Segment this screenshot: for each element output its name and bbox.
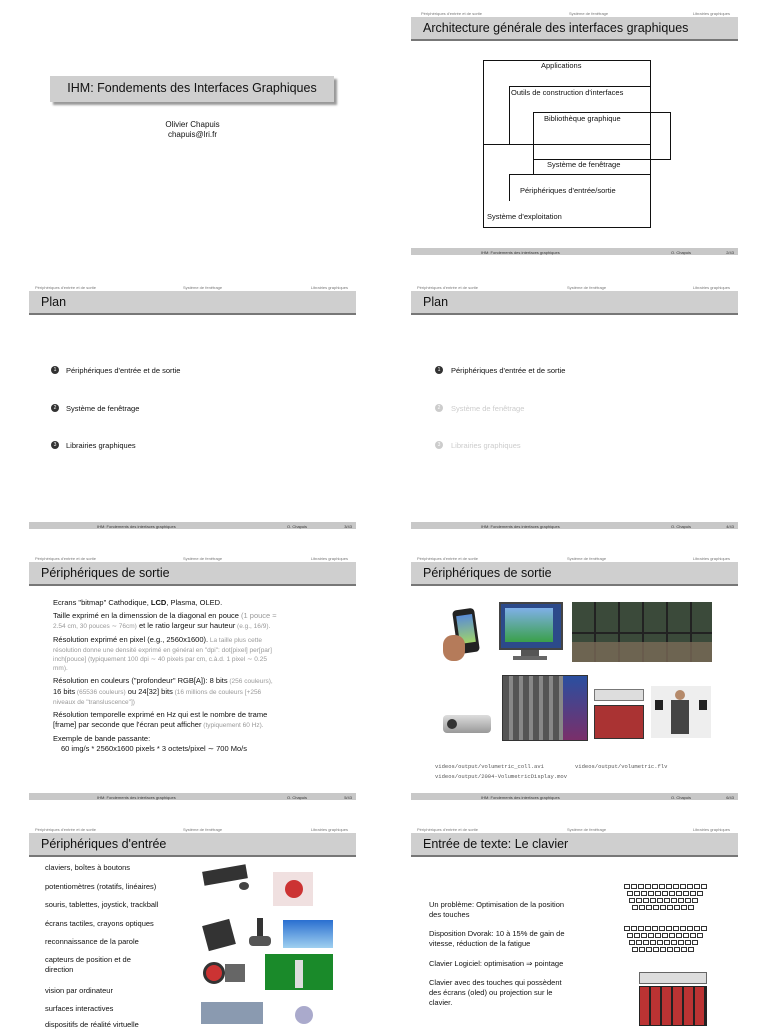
layer-label: Bibliothèque graphique [544,114,621,123]
joystick-photo [247,918,273,948]
slide-footer: IHM: Fondements des interfaces graphiques O. Chapuis 6/43 [411,793,738,800]
video-link[interactable]: videos/output/2004-VolumetricDisplay.mov [435,773,568,780]
numbered-bullet: 3 [51,441,59,449]
monitor-photo [499,602,561,662]
tablet-photo [202,919,236,951]
input-device-item: capteurs de position et de [45,955,131,964]
paragraph: Exemple de bande passante: [53,734,151,743]
video-wall-photo [572,602,712,662]
slide-title: Périphériques d'entrée [41,837,167,851]
lecture-title: IHM: Fondements des Interfaces Graphiques [67,81,317,95]
slide-header: Périphériques d'entrée et de sortie Système de fenêtrage Librairies graphiques [421,11,730,16]
layer-label: Applications [541,61,582,70]
input-device-item: dispositifs de réalité virtuelle [45,1020,139,1029]
title-box [50,76,334,102]
keyboard-text-line: Un problème: Optimisation de la position [429,900,565,909]
numbered-bullet: 2 [51,404,59,412]
qwerty-layout-diagram [623,884,715,911]
slide-7-input-devices [29,826,356,1029]
slide-title-bar [29,833,356,857]
camera-photo [201,956,247,992]
layer-label: Système d'exploitation [487,212,562,221]
paragraph: mm). [53,665,68,672]
paragraph: Résolution exprimé en pixel (e.g., 2560x1600). La taille plus cette [53,635,262,644]
slide-footer: IHM: Fondements des interfaces graphiques O. Chapuis 5/43 [29,793,356,800]
interactive-surface-photo [201,1002,263,1024]
green-screen-photo [265,954,333,990]
layer-label: Périphériques d'entrée/sortie [520,186,616,195]
volumetric-display-photo [502,675,588,741]
slide-footer: IHM: Fondements des interfaces graphiques O. Chapuis 3/43 [29,522,356,529]
slide-title-bar [29,291,356,315]
slide-8-keyboard [411,826,738,1024]
paragraph: Taille exprimé en la dimenssion de la diagonal en pouce (1 pouce ≈ [53,611,277,620]
author-name: Olivier Chapuis [165,120,220,129]
slide-3-plan [29,284,356,529]
plan-item: Système de fenêtrage [66,404,140,413]
keyboard-text-line: Disposition Dvorak: 10 à 15% de gain de [429,929,565,938]
dvorak-layout-diagram [623,926,715,953]
slide-header: Périphériques d'entrée et de sortie Système de fenêtrage Librairies graphiques [35,827,348,832]
slide-5-output-devices [29,555,356,800]
input-device-item: potentiomètres (rotatifs, linéaires) [45,882,157,891]
oled-keyboard-photo [594,689,644,739]
paragraph: Résolution en couleurs ("profondeur" RGB[A]): 8 bits (256 couleurs), [53,676,273,685]
slide-header: Périphériques d'entrée et de sortie Système de fenêtrage Librairies graphiques [417,827,730,832]
slide-title: Périphériques de sortie [423,566,552,580]
author-email: chapuis@lri.fr [167,130,218,139]
slide-title: Plan [423,295,449,309]
input-device-item: reconnaissance de la parole [45,937,139,946]
slide-title: Entrée de texte: Le clavier [423,837,569,851]
smartphone-photo [441,605,485,663]
paragraph: 16 bits (65536 couleurs) ou 24[32] bits (16 millions de couleurs [+256 [53,687,262,696]
paragraph: 60 img/s * 2560x1600 pixels * 3 octets/pixel ∼ 700 Mo/s [61,744,247,753]
vr-device-photo [279,1002,329,1024]
video-link[interactable]: videos/output/volumetric.flv [575,763,668,770]
plan-item: Périphériques d'entrée et de sortie [451,366,566,375]
input-device-item: souris, tablettes, joystick, trackball [45,900,159,909]
slide-footer: IHM: Fondements des interfaces graphiques O. Chapuis 2/43 [411,248,738,255]
layer-label: Système de fenêtrage [547,160,621,169]
input-device-item: direction [45,965,74,974]
output-devices-text [53,598,276,754]
touch-surface-photo [283,920,333,948]
keyboard-text-line: Clavier Logiciel: optimisation ⇒ pointage [429,959,564,968]
input-device-item: surfaces interactives [45,1004,114,1013]
trackball-photo [273,872,313,906]
slide-1-title [29,10,356,255]
keyboard-text-line: clavier. [429,998,453,1007]
video-link[interactable]: videos/output/volumetric_coll.avi [435,763,544,770]
paragraph: Résolution temporelle exprimé en Hz qui est le nombre de trame [53,710,268,719]
slide-title-bar [411,17,738,41]
slide-2-architecture [411,10,738,255]
paragraph: 2.54 cm, 30 pouces ∼ 76cm) et le ratio largeur sur hauteur (e.g., 16/9). [53,621,271,630]
keyboard-text-line: vitesse, réduction de la fatigue [429,939,531,948]
slide-header: Périphériques d'entrée et de sortie Système de fenêtrage Librairies graphiques [417,556,730,561]
slide-title: Architecture générale des interfaces graphiques [423,21,689,35]
keyboard-text-line: des touches [429,910,470,919]
plan-item: Librairies graphiques [451,441,521,450]
slide-header: Périphériques d'entrée et de sortie Système de fenêtrage Librairies graphiques [35,556,348,561]
paragraph: inch[pouce] (typiquement 100 dpi ∼ 40 pixels par cm, c.à.d. 1 pixel ∼ 0.25 [53,656,267,663]
paragraph: résolution donne une densité exprimé en général en "dpi": dot[pixel] per[par] [53,647,272,654]
input-device-item: écrans tactiles, crayons optiques [45,919,154,928]
paragraph: [frame] par seconde que l'écran peut afficher (typiquement 60 Hz). [53,720,264,729]
slide-title: Périphériques de sortie [41,566,170,580]
numbered-bullet: 2 [435,404,443,412]
slide-title-bar [29,562,356,586]
plan-item: Périphériques d'entrée et de sortie [66,366,181,375]
slide-header: Périphériques d'entrée et de sortie Système de fenêtrage Librairies graphiques [35,285,348,290]
projector-photo [439,707,497,741]
keyboard-mouse-photo [203,862,257,892]
plan-item: Librairies graphiques [66,441,136,450]
slide-title-bar [411,562,738,586]
paragraph: niveaux de "transluscence"]) [53,699,135,706]
numbered-bullet: 1 [435,366,443,374]
slide-header: Périphériques d'entrée et de sortie Système de fenêtrage Librairies graphiques [417,285,730,290]
input-device-item: claviers, boîtes à boutons [45,863,131,872]
paragraph: Ecrans "bitmap" Cathodique, LCD, Plasma, OLED. [53,598,223,607]
layer-label: Outils de construction d'interfaces [511,88,624,97]
slide-footer: IHM: Fondements des interfaces graphiques O. Chapuis 4/43 [411,522,738,529]
numbered-bullet: 1 [51,366,59,374]
slide-title-bar [411,833,738,857]
presenter-photo [651,686,711,738]
plan-item: Système de fenêtrage [451,404,525,413]
slide-4-plan [411,284,738,529]
slide-title-bar [411,291,738,315]
oled-keyboard-photo [635,972,711,1024]
keyboard-text-line: des écrans (oled) ou projection sur le [429,988,553,997]
slide-title: Plan [41,295,67,309]
input-device-item: vision par ordinateur [45,986,113,995]
slide-6-output-devices-pictures [411,555,738,800]
numbered-bullet: 3 [435,441,443,449]
keyboard-text-line: Clavier avec des touches qui possèdent [429,978,562,987]
